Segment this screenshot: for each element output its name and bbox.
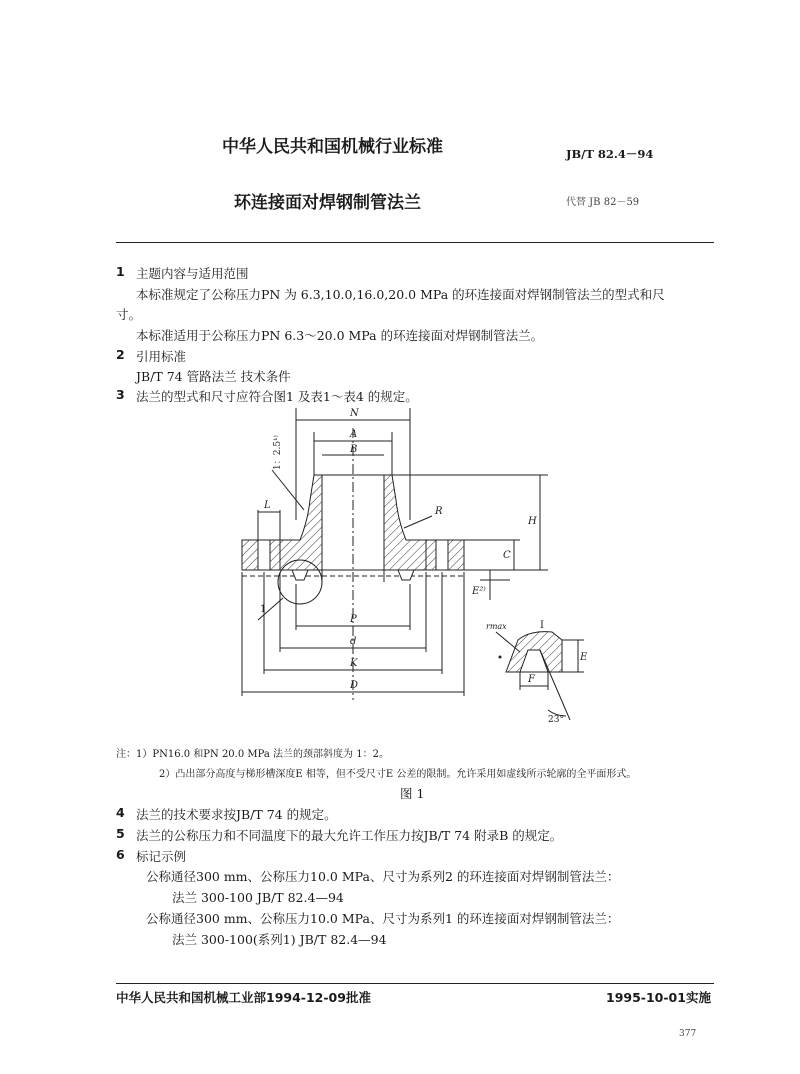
example-2-description: 公称通径300 mm、公称压力10.0 MPa、尺寸为系列1 的环连接面对焊钢制管法兰： [146, 911, 620, 926]
footer-rule [116, 983, 714, 984]
dim-label-h: H [528, 516, 537, 527]
section-2-title: 引用标准 [136, 349, 187, 364]
dim-label-d: D [350, 680, 359, 691]
example-2-marking: 法兰 300-100(系列1) JB/T 82.4—94 [172, 932, 387, 947]
section-4-number: 4 [116, 805, 125, 820]
section-6-number: 6 [116, 847, 125, 862]
section-2-reference: JB/T 74 管路法兰 技术条件 [136, 369, 291, 384]
dim-label-f: F [528, 674, 535, 685]
document-title: 环连接面对焊钢制管法兰 [234, 193, 421, 213]
detail-callout-number: 1 [260, 604, 267, 615]
dim-label-rmax: rmax [486, 622, 507, 631]
dim-label-c: C [503, 550, 511, 561]
dim-label-n: N [350, 408, 359, 419]
approval-info: 中华人民共和国机械工业部1994-12-09批准 [116, 990, 371, 1005]
section-5-text: 法兰的公称压力和不同温度下的最大允许工作压力按JB/T 74 附录B 的规定。 [136, 828, 563, 843]
section-1-paragraph-1-cont: 寸。 [116, 307, 142, 322]
example-1-marking: 法兰 300-100 JB/T 82.4—94 [172, 890, 344, 905]
page-number: 377 [679, 1029, 697, 1039]
slope-label: 1：2.5¹⁾ [273, 435, 283, 470]
detail-title: I [540, 620, 544, 631]
dim-label-e-note: E²⁾ [472, 586, 486, 597]
section-6-title: 标记示例 [136, 849, 187, 864]
org-title: 中华人民共和国机械行业标准 [222, 137, 443, 157]
section-2-number: 2 [116, 347, 125, 362]
standard-number: JB/T 82.4－94 [566, 147, 654, 161]
figure-note-2: 2）凸出部分高度与梯形槽深度E 相等，但不受尺寸E 公差的限制。允许采用如虚线所示轮廓的全平面形式。 [159, 769, 637, 780]
dim-label-e: E [580, 652, 588, 663]
section-3-number: 3 [116, 387, 125, 402]
angle-label: 23° [548, 715, 564, 725]
section-3-text: 法兰的型式和尺寸应符合图1 及表1～表4 的规定。 [136, 389, 418, 404]
dim-label-l: L [264, 500, 271, 511]
section-5-number: 5 [116, 826, 125, 841]
dim-label-a: A [350, 429, 358, 440]
section-4-text: 法兰的技术要求按JB/T 74 的规定。 [136, 807, 337, 822]
section-1-title: 主题内容与适用范围 [136, 266, 249, 281]
replaces-standard: 代替 JB 82－59 [566, 197, 640, 208]
figure-caption: 图 1 [400, 786, 425, 801]
example-1-description: 公称通径300 mm、公称压力10.0 MPa、尺寸为系列2 的环连接面对焊钢制管法兰： [146, 869, 620, 884]
section-1-number: 1 [116, 264, 125, 279]
dim-label-r: R [435, 506, 443, 517]
section-1-paragraph-1: 本标准规定了公称压力PN 为 6.3,10.0,16.0,20.0 MPa 的环连接面对焊钢制管法兰的型式和尺 [136, 287, 665, 302]
dim-label-p: P [350, 614, 357, 625]
dim-label-k: K [350, 658, 358, 669]
section-1-paragraph-2: 本标准适用于公称压力PN 6.3～20.0 MPa 的环连接面对焊钢制管法兰。 [136, 328, 544, 343]
figure-note-1: 注：1）PN16.0 和PN 20.0 MPa 法兰的颈部斜度为 1：2。 [116, 749, 389, 760]
dim-label-d-small: d [350, 636, 357, 647]
implementation-date: 1995-10-01实施 [606, 990, 711, 1005]
dim-label-b: B [350, 444, 358, 455]
